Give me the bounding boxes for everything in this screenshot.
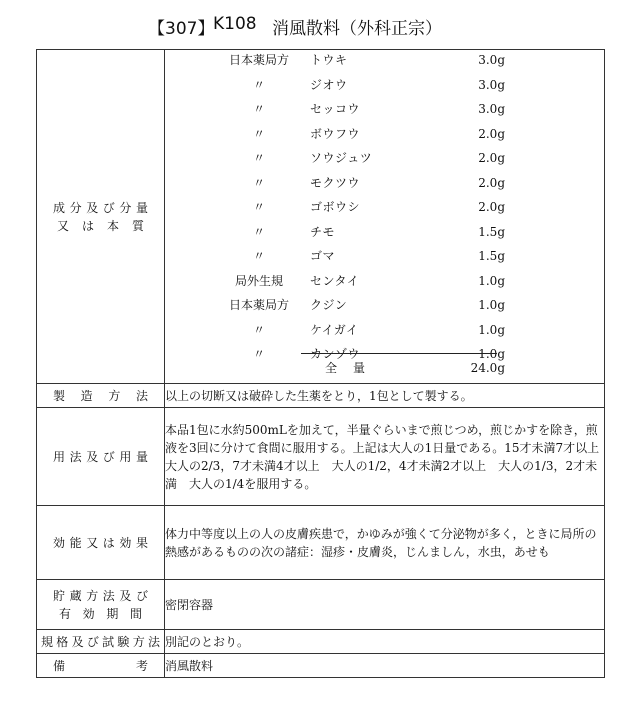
ingredient-herb: クジン: [310, 298, 348, 312]
ingredient-amount: 2.0g: [478, 126, 505, 141]
efficacy-label-text: 効能又は効果: [53, 535, 148, 550]
dosage-text: 本品1包に水約500mLを加えて，半量ぐらいまで煎じつめ，煎じかすを除き，煎液を3回に分けて食間に服用する。上記は大人の1日量である。15才未満7才以上 大人の2/3，7才未満4才以上 大人の1/2，4才未満2才以上 大人の1/3，2才未満 大人の1/4を服用する。: [165, 408, 605, 506]
efficacy-label: [37, 506, 165, 580]
ingredient-source: 局外生規: [234, 273, 283, 288]
ingredient-amount: 1.0g: [478, 347, 505, 361]
ingredient-row: [165, 146, 604, 170]
specs-text: 別記のとおり。: [165, 630, 605, 654]
ingredient-herb: チモ: [310, 224, 336, 239]
ingredient-row: [165, 293, 604, 317]
ingredient-row: [165, 220, 604, 244]
ingredient-row: [165, 195, 604, 219]
ingredient-amount: 1.5g: [478, 224, 505, 239]
storage-row: [37, 580, 605, 630]
title-code: K108: [213, 14, 257, 34]
specs-label: [37, 630, 165, 654]
composition-content: [165, 50, 605, 384]
total-label: 全 量: [325, 361, 368, 375]
manufacturing-label: [37, 384, 165, 408]
ingredient-herb: ソウジュツ: [310, 151, 373, 165]
ingredient-row: [165, 318, 604, 342]
ingredient-amount: 1.0g: [478, 298, 505, 312]
ingredient-row: [165, 97, 604, 121]
ingredient-amount: 2.0g: [478, 151, 505, 165]
specs-label-text: 規格及び試験方法: [41, 634, 160, 649]
ingredient-herb: ケイガイ: [310, 322, 359, 337]
ingredient-amount: 2.0g: [478, 175, 505, 190]
ingredient-list: [165, 50, 604, 382]
ingredient-row: [165, 269, 604, 293]
ingredient-amount: 2.0g: [478, 200, 505, 214]
ingredient-herb: ジオウ: [310, 77, 348, 92]
ingredient-row: [165, 73, 604, 97]
manufacturing-text: 以上の切断又は破砕した生薬をとり，1包として製する。: [165, 384, 605, 408]
ingredient-source: 〃: [252, 126, 265, 141]
ingredient-herb: モクツウ: [310, 175, 361, 190]
total-divider: [301, 353, 497, 354]
ingredient-source: 〃: [252, 200, 265, 214]
ingredient-row: [165, 171, 604, 195]
remarks-label-text: 備考: [53, 658, 148, 673]
specs-row: [37, 630, 605, 654]
efficacy-text: 体力中等度以上の人の皮膚疾患で，かゆみが強くて分泌物が多く，ときに局所の熱感があるものの次の諸症：湿疹・皮膚炎，じんましん，水虫，あせも: [165, 506, 605, 580]
ingredient-source: 〃: [252, 322, 265, 337]
dosage-label-text: 用法及び用量: [53, 449, 148, 464]
ingredient-amount: 1.0g: [478, 273, 505, 288]
ingredient-source: 日本薬局方: [228, 298, 289, 312]
ingredient-amount: 1.5g: [478, 249, 505, 263]
remarks-label: [37, 654, 165, 678]
composition-label-line1: 成分及び分量: [53, 200, 148, 215]
storage-text: 密閉容器: [165, 580, 605, 630]
storage-label-line1: 貯蔵方法及び: [53, 588, 148, 603]
title-name: 消風散料（外科正宗）: [272, 19, 442, 39]
ingredient-amount: 1.0g: [478, 322, 505, 337]
ingredient-row: [165, 48, 604, 72]
remarks-text: 消風散料: [165, 654, 605, 678]
ingredient-herb: カンゾウ: [310, 347, 361, 361]
ingredient-source: 〃: [252, 249, 265, 263]
ingredient-source: 〃: [252, 151, 265, 165]
ingredient-herb: ゴボウシ: [310, 200, 361, 214]
dosage-label: [37, 408, 165, 506]
ingredient-source: 日本薬局方: [228, 53, 289, 67]
ingredient-amount: 3.0g: [478, 102, 505, 116]
ingredient-row: [165, 244, 604, 268]
storage-label-line2: 有 効 期 間: [59, 606, 142, 621]
ingredient-source: 〃: [252, 175, 265, 190]
composition-label-line2: 又 は 本 質: [57, 218, 144, 233]
remarks-row: [37, 654, 605, 678]
efficacy-row: [37, 506, 605, 580]
manufacturing-row: [37, 384, 605, 408]
title-number: 【307】: [148, 19, 215, 39]
ingredient-source: 〃: [252, 102, 265, 116]
composition-row: [37, 50, 605, 384]
ingredient-herb: センタイ: [310, 273, 360, 288]
specification-table: [36, 49, 612, 678]
ingredient-amount: 3.0g: [478, 53, 505, 67]
dosage-row: [37, 408, 605, 506]
total-amount: 24.0g: [470, 361, 505, 375]
ingredient-herb: トウキ: [310, 53, 348, 67]
ingredient-herb: セッコウ: [310, 102, 361, 116]
ingredient-source: 〃: [252, 77, 265, 92]
ingredient-source: 〃: [252, 347, 265, 361]
ingredient-herb: ボウフウ: [310, 126, 361, 141]
composition-label: [37, 50, 165, 384]
ingredient-row: [165, 122, 604, 146]
total-row: [165, 356, 604, 380]
ingredient-amount: 3.0g: [478, 77, 505, 92]
storage-label: [37, 580, 165, 630]
ingredient-source: 〃: [252, 224, 265, 239]
manufacturing-label-text: 製造方法: [53, 388, 148, 403]
ingredient-herb: ゴマ: [310, 249, 336, 263]
